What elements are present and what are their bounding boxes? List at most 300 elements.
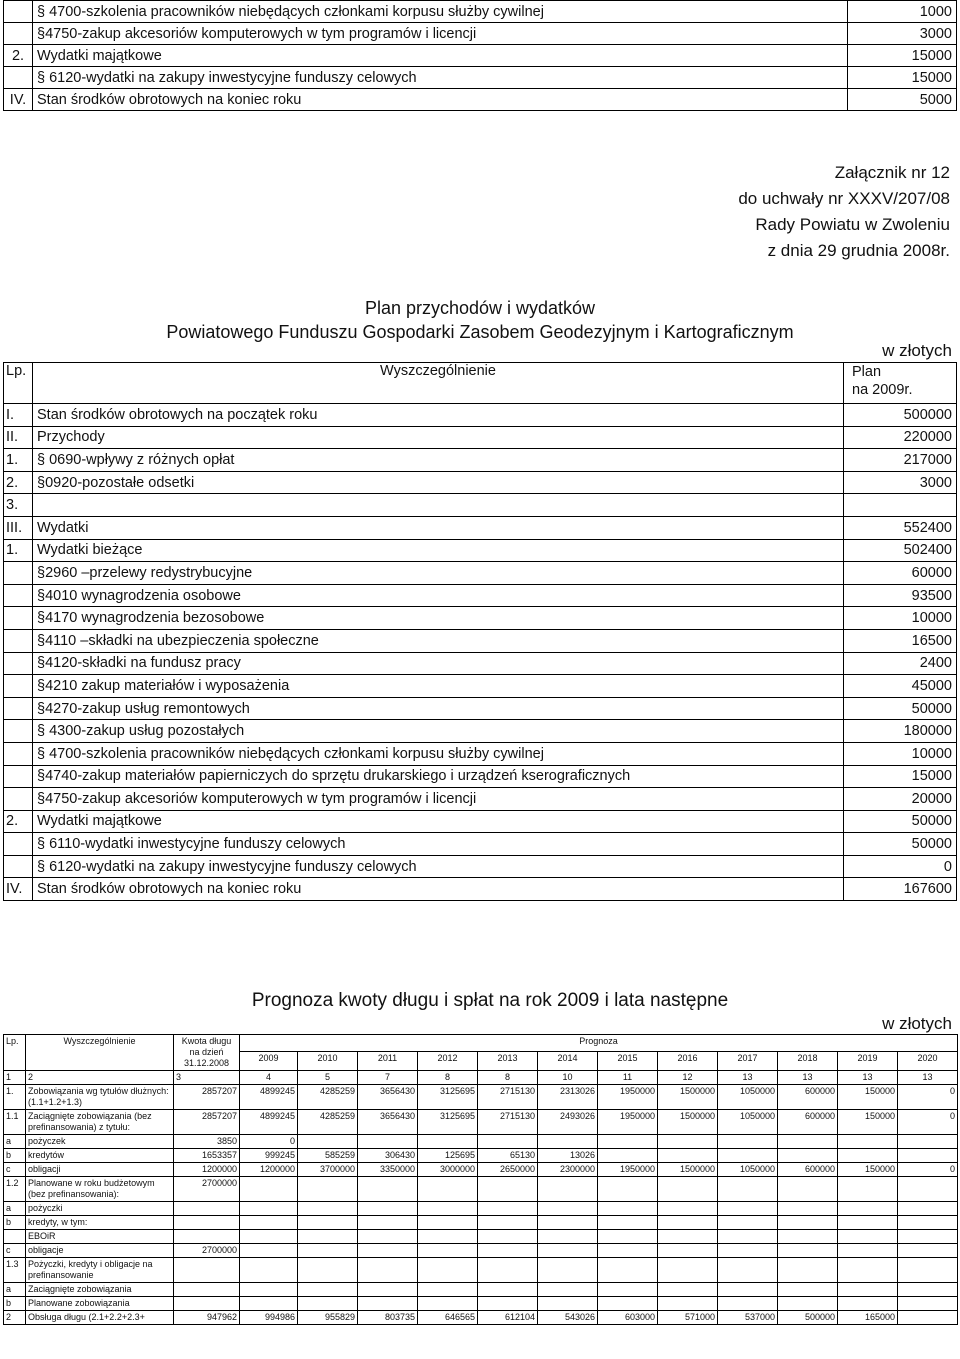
row-year-value: 600000 <box>778 1085 838 1110</box>
plan-title-line1: Plan przychodów i wydatków <box>364 298 596 318</box>
row-year-value <box>358 1258 418 1283</box>
table-row <box>4 1216 958 1230</box>
row-year-value: 2715130 <box>478 1085 538 1110</box>
row-lp: a <box>4 1135 26 1149</box>
row-year-value <box>718 1177 778 1202</box>
row-year-value <box>658 1283 718 1297</box>
row-year-value <box>598 1216 658 1230</box>
row-year-value <box>418 1230 478 1244</box>
row-year-value <box>240 1177 298 1202</box>
table-row <box>4 1230 958 1244</box>
row-year-value <box>298 1244 358 1258</box>
row-value: 15000 <box>848 45 957 67</box>
row-year-value <box>358 1283 418 1297</box>
index-cell: 1 <box>4 1071 26 1085</box>
row-year-value: 0 <box>898 1163 958 1177</box>
row-year-value <box>538 1216 598 1230</box>
table-row <box>4 1311 958 1325</box>
row-year-value <box>240 1230 298 1244</box>
row-year-value <box>418 1258 478 1283</box>
row-year-value <box>838 1230 898 1244</box>
row-year-value <box>418 1283 478 1297</box>
row-year-value <box>778 1149 838 1163</box>
header-description: Wyszczególnienie <box>26 1035 174 1071</box>
row-lp: a <box>4 1283 26 1297</box>
header-lp: Lp. <box>4 1035 26 1071</box>
row-value: 20000 <box>844 788 957 811</box>
index-row <box>4 1071 958 1085</box>
row-year-value: 150000 <box>838 1110 898 1135</box>
row-year-value <box>658 1177 718 1202</box>
row-year-value <box>298 1258 358 1283</box>
attachment-number: Załącznik nr 12 <box>834 163 950 182</box>
row-description: Stan środków obrotowych na początek roku <box>33 404 844 427</box>
row-year-value <box>778 1177 838 1202</box>
row-lp <box>4 584 33 607</box>
row-year-value <box>240 1258 298 1283</box>
row-year-value <box>298 1230 358 1244</box>
row-year-value <box>418 1135 478 1149</box>
table-row <box>4 742 957 765</box>
row-debt: 1200000 <box>174 1163 240 1177</box>
row-year-value <box>538 1283 598 1297</box>
table-row <box>4 449 957 472</box>
row-value: 502400 <box>844 539 957 562</box>
row-year-value: 1500000 <box>658 1110 718 1135</box>
row-lp: I. <box>4 404 33 427</box>
row-lp <box>4 607 33 630</box>
row-lp <box>4 742 33 765</box>
row-year-value <box>598 1202 658 1216</box>
row-year-value <box>838 1149 898 1163</box>
row-lp <box>4 1 33 23</box>
row-year-value <box>898 1230 958 1244</box>
row-lp: IV. <box>4 89 33 111</box>
row-description: §4750-zakup akcesoriów komputerowych w tym programów i licencji <box>33 788 844 811</box>
row-year-value: 600000 <box>778 1163 838 1177</box>
row-year-value <box>898 1177 958 1202</box>
row-value: 3000 <box>848 23 957 45</box>
row-value: 50000 <box>844 810 957 833</box>
header-plan-line1: Plan <box>852 364 882 380</box>
table-row <box>4 1110 958 1135</box>
row-year-value: 1950000 <box>598 1110 658 1135</box>
row-year-value: 4285259 <box>298 1110 358 1135</box>
row-lp: 1.2 <box>4 1177 26 1202</box>
table-row <box>4 45 957 67</box>
row-year-value <box>838 1177 898 1202</box>
top-expense-table <box>3 0 957 111</box>
row-year-value: 165000 <box>838 1311 898 1325</box>
row-year-value: 0 <box>898 1085 958 1110</box>
index-cell: 5 <box>298 1071 358 1085</box>
table-row <box>4 1244 958 1258</box>
plan-title <box>0 296 960 344</box>
row-year-value <box>898 1149 958 1163</box>
row-description: § 4700-szkolenia pracowników niebędących członkami korpusu służby cywilnej <box>33 1 848 23</box>
row-year-value <box>240 1283 298 1297</box>
row-description: Zobowiązania wg tytułów dłużnych: (1.1+1.2+1.3) <box>26 1085 174 1110</box>
row-year-value: 603000 <box>598 1311 658 1325</box>
row-description: § 0690-wpływy z różnych opłat <box>33 449 844 472</box>
row-year-value: 125695 <box>418 1149 478 1163</box>
row-year-value <box>718 1244 778 1258</box>
row-year-value <box>298 1297 358 1311</box>
row-year-value <box>418 1297 478 1311</box>
row-lp: 1.3 <box>4 1258 26 1283</box>
index-cell: 2 <box>26 1071 174 1085</box>
row-description: § 4700-szkolenia pracowników niebędących członkami korpusu służby cywilnej <box>33 742 844 765</box>
resolution-date: z dnia 29 grudnia 2008r. <box>767 241 950 260</box>
row-description: Zaciągnięte zobowiązania (bez prefinansowania) z tytułu: <box>26 1110 174 1135</box>
row-lp: 2. <box>4 810 33 833</box>
row-debt <box>174 1258 240 1283</box>
row-year-value: 999245 <box>240 1149 298 1163</box>
row-description: §4010 wynagrodzenia osobowe <box>33 584 844 607</box>
row-lp: b <box>4 1149 26 1163</box>
row-lp: c <box>4 1163 26 1177</box>
row-year-value: 1950000 <box>598 1085 658 1110</box>
row-lp: c <box>4 1244 26 1258</box>
row-year-value <box>838 1216 898 1230</box>
index-cell: 3 <box>174 1071 240 1085</box>
header-year: 2017 <box>718 1052 778 1071</box>
row-year-value: 803735 <box>358 1311 418 1325</box>
row-value: 10000 <box>844 742 957 765</box>
row-description: §0920-pozostałe odsetki <box>33 471 844 494</box>
row-description: Przychody <box>33 426 844 449</box>
row-debt <box>174 1202 240 1216</box>
row-value: 45000 <box>844 675 957 698</box>
row-year-value: 1200000 <box>240 1163 298 1177</box>
table-row <box>4 788 957 811</box>
table-row <box>4 1283 958 1297</box>
row-year-value <box>718 1135 778 1149</box>
table-row <box>4 1177 958 1202</box>
row-description: § 6120-wydatki na zakupy inwestycyjne funduszy celowych <box>33 855 844 878</box>
row-year-value <box>478 1297 538 1311</box>
row-year-value: 612104 <box>478 1311 538 1325</box>
row-year-value: 65130 <box>478 1149 538 1163</box>
row-description: EBOiR <box>26 1230 174 1244</box>
row-debt: 2700000 <box>174 1244 240 1258</box>
row-lp: 2 <box>4 1311 26 1325</box>
row-year-value <box>298 1202 358 1216</box>
row-lp: a <box>4 1202 26 1216</box>
row-year-value <box>598 1258 658 1283</box>
row-year-value <box>298 1216 358 1230</box>
row-year-value <box>898 1135 958 1149</box>
row-description: §4740-zakup materiałów papierniczych do sprzętu drukarskiego i urządzeń kserograficznych <box>33 765 844 788</box>
row-description: §4110 –składki na ubezpieczenia społeczne <box>33 629 844 652</box>
row-debt: 2857207 <box>174 1085 240 1110</box>
row-year-value <box>538 1230 598 1244</box>
row-year-value <box>478 1258 538 1283</box>
row-description: pożyczek <box>26 1135 174 1149</box>
row-value: 180000 <box>844 720 957 743</box>
row-value: 93500 <box>844 584 957 607</box>
row-year-value <box>598 1230 658 1244</box>
row-year-value: 1050000 <box>718 1085 778 1110</box>
row-year-value: 1050000 <box>718 1110 778 1135</box>
row-year-value <box>478 1230 538 1244</box>
row-lp <box>4 23 33 45</box>
table-row <box>4 494 957 517</box>
row-year-value: 994986 <box>240 1311 298 1325</box>
row-year-value <box>898 1311 958 1325</box>
row-year-value <box>778 1135 838 1149</box>
row-year-value <box>538 1135 598 1149</box>
row-year-value <box>478 1283 538 1297</box>
header-year: 2014 <box>538 1052 598 1071</box>
row-year-value: 2313026 <box>538 1085 598 1110</box>
row-lp <box>4 765 33 788</box>
row-description: obligacji <box>26 1163 174 1177</box>
row-year-value: 1050000 <box>718 1163 778 1177</box>
row-year-value <box>538 1258 598 1283</box>
row-year-value <box>240 1297 298 1311</box>
table-row <box>4 471 957 494</box>
row-year-value: 543026 <box>538 1311 598 1325</box>
row-year-value <box>718 1149 778 1163</box>
row-year-value <box>358 1216 418 1230</box>
row-year-value <box>418 1244 478 1258</box>
row-year-value <box>298 1177 358 1202</box>
row-year-value <box>838 1283 898 1297</box>
row-year-value <box>838 1297 898 1311</box>
row-year-value <box>240 1216 298 1230</box>
row-year-value: 4899245 <box>240 1085 298 1110</box>
row-value: 167600 <box>844 878 957 901</box>
row-year-value <box>598 1149 658 1163</box>
row-year-value: 1500000 <box>658 1163 718 1177</box>
header-year: 2015 <box>598 1052 658 1071</box>
row-year-value: 306430 <box>358 1149 418 1163</box>
table-row <box>4 629 957 652</box>
row-year-value <box>778 1283 838 1297</box>
table-row <box>4 810 957 833</box>
header-year: 2011 <box>358 1052 418 1071</box>
row-year-value <box>358 1202 418 1216</box>
row-year-value <box>658 1216 718 1230</box>
row-year-value <box>298 1283 358 1297</box>
forecast-table <box>3 1034 958 1325</box>
table-row <box>4 1085 958 1110</box>
row-lp <box>4 652 33 675</box>
row-year-value <box>838 1202 898 1216</box>
row-year-value <box>898 1202 958 1216</box>
forecast-title: Prognoza kwoty długu i spłat na rok 2009 i lata następne <box>251 990 729 1011</box>
row-year-value <box>898 1244 958 1258</box>
row-description: kredyty, w tym: <box>26 1216 174 1230</box>
row-description: § 4300-zakup usług pozostałych <box>33 720 844 743</box>
row-debt: 947962 <box>174 1311 240 1325</box>
row-value: 50000 <box>844 697 957 720</box>
row-description: §2960 –przelewy redystrybucyjne <box>33 562 844 585</box>
council-name: Rady Powiatu w Zwoleniu <box>755 215 950 234</box>
header-prognoza: Prognoza <box>240 1035 958 1052</box>
row-lp <box>4 1230 26 1244</box>
row-year-value <box>358 1230 418 1244</box>
row-year-value <box>538 1244 598 1258</box>
index-cell: 8 <box>418 1071 478 1085</box>
row-value: 552400 <box>844 516 957 539</box>
row-year-value <box>778 1202 838 1216</box>
row-year-value <box>658 1258 718 1283</box>
table-row <box>4 1149 958 1163</box>
forecast-header-row <box>4 1035 958 1052</box>
row-year-value <box>718 1258 778 1283</box>
index-cell: 10 <box>538 1071 598 1085</box>
row-year-value <box>358 1135 418 1149</box>
row-value: 1000 <box>848 1 957 23</box>
table-row <box>4 1135 958 1149</box>
table-row <box>4 67 957 89</box>
row-lp: IV. <box>4 878 33 901</box>
row-value: 60000 <box>844 562 957 585</box>
header-lp: Lp. <box>4 363 33 404</box>
row-year-value <box>298 1135 358 1149</box>
row-year-value <box>718 1202 778 1216</box>
row-lp <box>4 855 33 878</box>
row-debt <box>174 1216 240 1230</box>
row-year-value: 2715130 <box>478 1110 538 1135</box>
table-row <box>4 404 957 427</box>
row-lp: II. <box>4 426 33 449</box>
row-description: Planowane zobowiązania <box>26 1297 174 1311</box>
table-row <box>4 607 957 630</box>
header-plan-line2: na 2009r. <box>852 382 913 398</box>
row-year-value <box>718 1216 778 1230</box>
index-cell: 13 <box>838 1071 898 1085</box>
plan-unit: w złotych <box>882 341 952 360</box>
row-description: §4120-składki na fundusz pracy <box>33 652 844 675</box>
row-year-value <box>838 1258 898 1283</box>
index-cell: 13 <box>718 1071 778 1085</box>
row-description: Stan środków obrotowych na koniec roku <box>33 89 848 111</box>
row-year-value: 3700000 <box>298 1163 358 1177</box>
header-year: 2020 <box>898 1052 958 1071</box>
table-row <box>4 426 957 449</box>
row-year-value <box>598 1177 658 1202</box>
row-year-value <box>658 1297 718 1311</box>
row-year-value <box>478 1135 538 1149</box>
table-row <box>4 584 957 607</box>
row-year-value <box>778 1230 838 1244</box>
row-year-value <box>898 1258 958 1283</box>
row-lp: b <box>4 1216 26 1230</box>
row-year-value <box>658 1244 718 1258</box>
row-debt <box>174 1230 240 1244</box>
attachment-header <box>738 160 950 264</box>
table-row <box>4 765 957 788</box>
row-year-value: 600000 <box>778 1110 838 1135</box>
row-description <box>33 494 844 517</box>
row-year-value <box>358 1244 418 1258</box>
row-year-value <box>598 1135 658 1149</box>
row-lp: 1. <box>4 449 33 472</box>
row-year-value <box>598 1244 658 1258</box>
row-year-value <box>598 1297 658 1311</box>
row-year-value <box>658 1135 718 1149</box>
row-year-value: 3656430 <box>358 1085 418 1110</box>
row-year-value <box>778 1244 838 1258</box>
index-cell: 7 <box>358 1071 418 1085</box>
row-value: 3000 <box>844 471 957 494</box>
row-year-value <box>838 1244 898 1258</box>
row-year-value <box>598 1283 658 1297</box>
row-description: Stan środków obrotowych na koniec roku <box>33 878 844 901</box>
row-year-value: 13026 <box>538 1149 598 1163</box>
table-row <box>4 1 957 23</box>
row-value: 10000 <box>844 607 957 630</box>
index-cell: 4 <box>240 1071 298 1085</box>
row-year-value: 646565 <box>418 1311 478 1325</box>
index-cell: 12 <box>658 1071 718 1085</box>
row-lp <box>4 697 33 720</box>
table-row <box>4 562 957 585</box>
header-year: 2018 <box>778 1052 838 1071</box>
row-debt: 1653357 <box>174 1149 240 1163</box>
index-cell: 8 <box>478 1071 538 1085</box>
header-year: 2013 <box>478 1052 538 1071</box>
row-year-value <box>478 1177 538 1202</box>
plan-title-line2: Powiatowego Funduszu Gospodarki Zasobem Geodezyjnym i Kartograficznym <box>166 322 794 342</box>
row-value: 220000 <box>844 426 957 449</box>
table-row <box>4 720 957 743</box>
table-row <box>4 1163 958 1177</box>
row-debt <box>174 1297 240 1311</box>
row-year-value <box>658 1202 718 1216</box>
table-row <box>4 539 957 562</box>
row-year-value <box>838 1135 898 1149</box>
table-row <box>4 23 957 45</box>
row-year-value: 955829 <box>298 1311 358 1325</box>
row-debt <box>174 1283 240 1297</box>
table-row <box>4 516 957 539</box>
header-year: 2010 <box>298 1052 358 1071</box>
row-lp <box>4 629 33 652</box>
row-description: Zaciągnięte zobowiązania <box>26 1283 174 1297</box>
row-value <box>844 494 957 517</box>
row-description: kredytów <box>26 1149 174 1163</box>
row-lp <box>4 833 33 856</box>
row-year-value: 4899245 <box>240 1110 298 1135</box>
forecast-unit: w złotych <box>882 1014 952 1033</box>
row-value: 0 <box>844 855 957 878</box>
plan-header-row <box>4 363 957 404</box>
row-description: §4750-zakup akcesoriów komputerowych w tym programów i licencji <box>33 23 848 45</box>
row-year-value <box>358 1177 418 1202</box>
row-lp: 1.1 <box>4 1110 26 1135</box>
row-year-value: 585259 <box>298 1149 358 1163</box>
row-year-value: 150000 <box>838 1163 898 1177</box>
index-cell: 13 <box>898 1071 958 1085</box>
row-debt: 2700000 <box>174 1177 240 1202</box>
row-lp: 2. <box>4 45 33 67</box>
header-year: 2009 <box>240 1052 298 1071</box>
row-lp <box>4 562 33 585</box>
row-value: 50000 <box>844 833 957 856</box>
row-year-value: 1950000 <box>598 1163 658 1177</box>
row-lp: 1. <box>4 1085 26 1110</box>
row-description: § 6110-wydatki inwestycyjne funduszy celowych <box>33 833 844 856</box>
row-description: obligacje <box>26 1244 174 1258</box>
row-year-value <box>538 1202 598 1216</box>
table-row <box>4 833 957 856</box>
table-row <box>4 652 957 675</box>
row-lp: b <box>4 1297 26 1311</box>
